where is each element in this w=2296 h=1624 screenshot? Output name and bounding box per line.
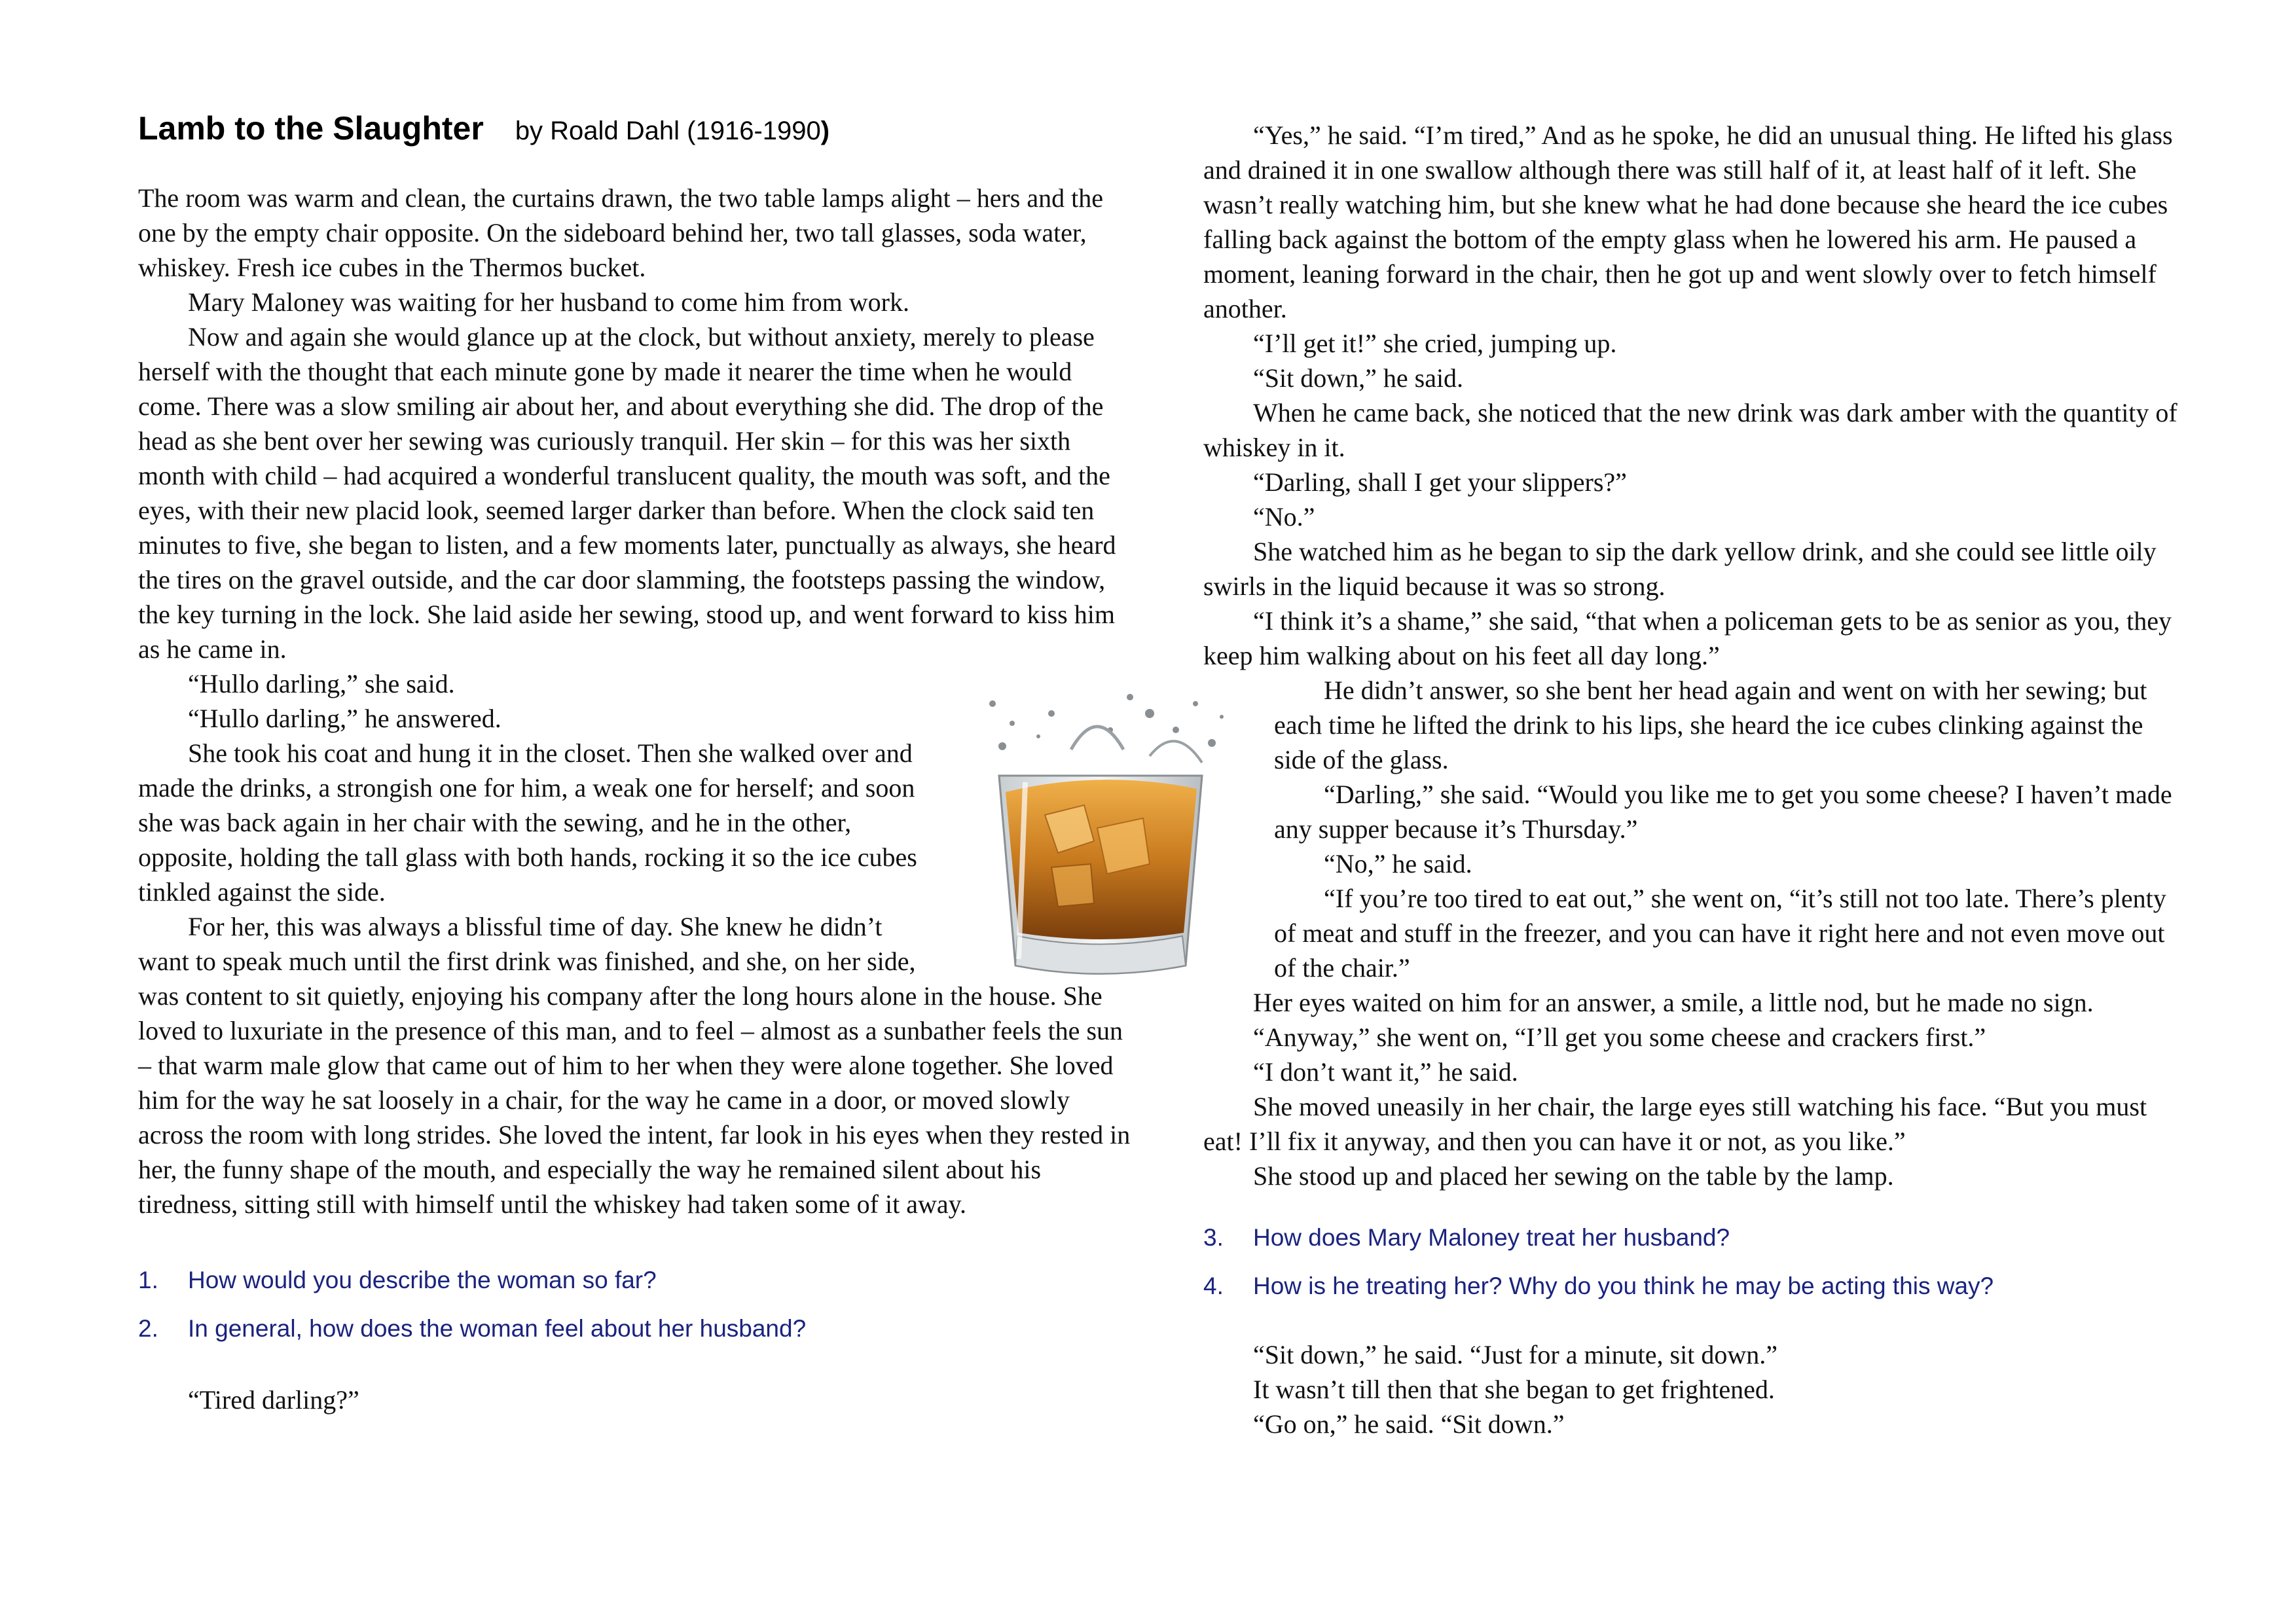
paragraph: “Sit down,” he said. — [1253, 363, 1464, 393]
paragraph: “Darling,” she said. “Would you like me to get you some cheese? I haven’t made any supper because it’s Thursday.” — [1274, 780, 2172, 844]
whiskey-glass-image — [953, 677, 1241, 985]
paragraph: She watched him as he began to sip the dark yellow drink, and she could see little oily swirls in the liquid because it was so strong. — [1203, 537, 2157, 601]
paragraph: “Sit down,” he said. “Just for a minute, sit down.” — [1253, 1340, 1777, 1369]
paragraph: “Darling, shall I get your slippers?” — [1253, 467, 1627, 497]
question-text: How is he treating her? Why do you think he may be acting this way? — [1253, 1272, 1994, 1299]
paragraph: He didn’t answer, so she bent her head again and went on with her sewing; but each time he lifted the drink to his lips, she heard the ice cubes clinking against the side of the glass. — [1274, 676, 2147, 774]
paragraph: She moved uneasily in her chair, the large eyes still watching his face. “But you must eat! I’ll fix it anyway, and then you can have it or not, as you like.” — [1203, 1092, 2147, 1156]
question-number: 2. — [138, 1315, 158, 1342]
paragraph: “Hullo darling,” he answered. — [188, 704, 501, 733]
paragraph: “If you’re too tired to eat out,” she went on, “it’s still not too late. There’s plenty of meat and stuff in the freezer, and you can have it right here and not even move out of the chair.” — [1274, 884, 2166, 983]
paragraph: For her, this was always a blissful time of day. She knew he didn’t want to speak much until the first drink was finished, and she, on her side, was content to sit quietly, enjoying his company after the long hours alone in the house. She loved to luxuriate in the presence of this man, and to feel – almost as a sunbather feels the sun – that warm male glow that came out of him to her when they were alone together. She loved him for the way he sat loosely in a chair, for the way he came in a door, or moved slowly across the room with long strides. She loved the intent, far look in his eyes when they rested in her, the funny shape of the mouth, and especially the way he remained silent about his tiredness, sitting still with himself until the whiskey had taken some of it away. — [138, 912, 1131, 1219]
story-title: Lamb to the Slaughter — [138, 110, 484, 147]
paragraph: “No.” — [1253, 502, 1315, 532]
question-number: 1. — [138, 1267, 158, 1293]
byline-close-paren: ) — [820, 117, 830, 145]
paragraph: Now and again she would glance up at the clock, but without anxiety, merely to please herself with the thought that each minute gone by made it nearer the time when he would come. There was a slow smiling air about her, and about everything she did. The drop of the head as she bent over her sewing was curiously tranquil. Her skin – for this was her sixth month with child – had acquired a wonderful translucent quality, the mouth was soft, and the eyes, with their new placid look, seemed larger darker than before. When the clock said ten minutes to five, she began to listen, and a few moments later, punctually as always, she heard the tires on the gravel outside, and the car door slamming, the footsteps passing the window, the key turning in the lock. She laid aside her sewing, stood up, and went forward to kiss him as he came in. — [138, 322, 1116, 664]
paragraph: “Go on,” he said. “Sit down.” — [1253, 1409, 1565, 1439]
indented-dialogue-block — [1203, 673, 2179, 985]
paragraph: “Tired darling?” — [188, 1385, 359, 1415]
paragraph: She took his coat and hung it in the closet. Then she walked over and made the drinks, a strongish one for him, a weak one for herself; and soon she was back again in her chair with the sewing, and he in the other, opposite, holding the tall glass with both hands, rocking it so the ice cubes tinkled against the side. — [138, 738, 917, 907]
paragraph: When he came back, she noticed that the new drink was dark amber with the quantity of whiskey in it. — [1203, 398, 2178, 462]
question-text: In general, how does the woman feel about her husband? — [188, 1315, 807, 1342]
paragraph: It wasn’t till then that she began to get frightened. — [1253, 1375, 1775, 1404]
paragraph: Her eyes waited on him for an answer, a smile, a little nod, but he made no sign. — [1253, 988, 2094, 1017]
question-list — [1203, 1222, 2179, 1302]
question-item — [138, 1313, 1133, 1344]
paragraph: “I’ll get it!” she cried, jumping up. — [1253, 329, 1617, 358]
paragraph: “I don’t want it,” he said. — [1253, 1057, 1518, 1087]
question-item — [1203, 1222, 2179, 1254]
paragraph: The room was warm and clean, the curtains drawn, the two table lamps alight – hers and the one by the empty chair opposite. On the sideboard behind her, two tall glasses, soda water, whiskey. Fresh ice cubes in the Thermos bucket. — [138, 183, 1103, 282]
question-number: 4. — [1203, 1272, 1224, 1299]
title-row — [138, 111, 1133, 164]
question-item — [1203, 1271, 2179, 1302]
question-text: How does Mary Maloney treat her husband? — [1253, 1224, 1730, 1251]
paragraph: “Yes,” he said. “I’m tired,” And as he spoke, he did an unusual thing. He lifted his glass and drained it in one swallow although there was still half of it, at least half of it left. She wasn’t really watching him, but she knew what he had done because she heard the ice cubes falling back against the bottom of the empty glass when he lowered his arm. He paused a moment, leaning forward in the chair, then he got up and went slowly over to fetch himself another. — [1203, 120, 2173, 323]
question-item — [138, 1265, 1133, 1296]
paragraph: She stood up and placed her sewing on the table by the lamp. — [1253, 1161, 1894, 1191]
paragraph: “Hullo darling,” she said. — [188, 669, 455, 698]
paragraph: Mary Maloney was waiting for her husband to come him from work. — [188, 287, 909, 317]
paragraph: “I think it’s a shame,” she said, “that when a policeman gets to be as senior as you, they keep him walking about on his feet all day long.” — [1203, 606, 2172, 670]
right-column — [1203, 111, 2179, 1441]
question-number: 3. — [1203, 1224, 1224, 1251]
question-text: How would you describe the woman so far? — [188, 1267, 657, 1293]
author-byline — [515, 114, 829, 149]
paragraph: “Anyway,” she went on, “I’ll get you some cheese and crackers first.” — [1253, 1022, 1986, 1052]
author-byline-text: by Roald Dahl (1916-1990 — [515, 117, 821, 145]
question-list — [138, 1265, 1133, 1344]
whiskey-glass-icon — [953, 677, 1241, 985]
paragraph: “No,” he said. — [1324, 849, 1472, 878]
